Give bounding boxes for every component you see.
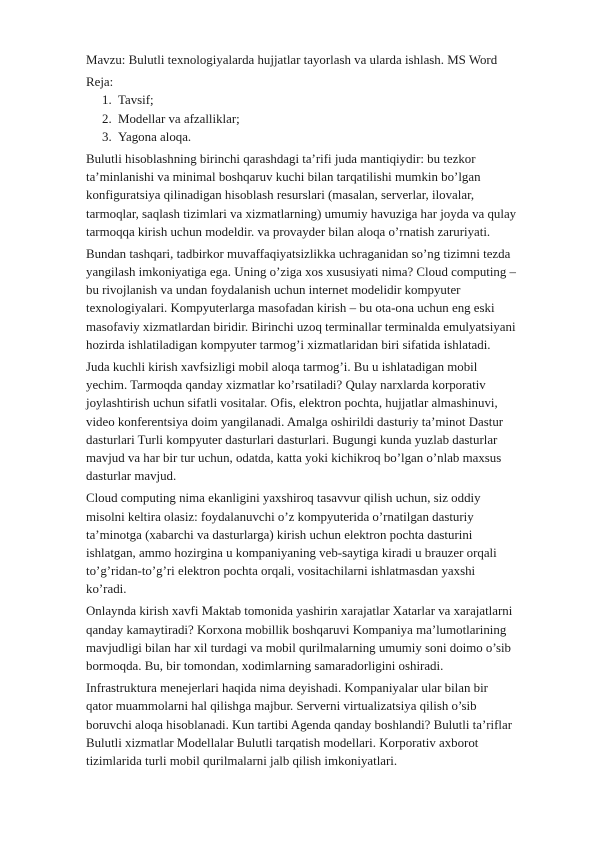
plan-list xyxy=(86,91,522,146)
plan-item-number: 1. xyxy=(102,93,112,108)
text-line: joylashtirish uchun sifatli vositalar. Ofis, elektron pochta, hujjatlar almashinuvi, xyxy=(86,396,498,411)
text-line: Bulutli hisoblashning birinchi qarashdagi ta’rifi juda mantiqiydir: bu tezkor xyxy=(86,151,476,166)
plan-item-text: Modellar va afzalliklar; xyxy=(118,111,240,126)
text-line: masofaviy xizmatlardan biridir. Birinchi uzoq terminallar terminalda emulyatsiyani xyxy=(86,319,516,334)
text-line: video konferentsiya doim yangilanadi. Amalga oshirildi dasturiy ta’minot Dastur xyxy=(86,414,504,429)
paragraph-features xyxy=(86,245,522,354)
plan-item xyxy=(86,110,522,128)
paragraph-definition xyxy=(86,150,522,241)
plan-item-text: Tavsif; xyxy=(118,93,154,108)
text-line: ko’radi. xyxy=(86,582,127,597)
document-title: Mavzu: Bulutli texnologiyalarda hujjatlar tayorlash va ularda ishlash. MS Word xyxy=(86,53,498,67)
text-line: to’g’ridan-to’g’ri elektron pochta orqali, vositachilarni ishlatmasdan yaxshi xyxy=(86,564,476,579)
text-line: qator muammolarni hal qilishga majbur. Serverni virtualizatsiya qilish o’sib xyxy=(86,699,477,714)
text-line: Bundan tashqari, tadbirkor muvaffaqiyatsizlikka uchraganidan so’ng tizimni tezda xyxy=(86,246,511,261)
plan-item-number: 2. xyxy=(102,111,112,126)
text-line: ta’minlanishi va minimal boshqaruv kuchi bilan tarqatilishi mumkin bo’lgan xyxy=(86,170,481,185)
text-line: qanday kamaytiradi? Korxona mobillik boshqaruvi Kompaniya ma’lumotlarining xyxy=(86,622,507,637)
text-line: tarmoqqa kirish uchun modeldir. va provayder bilan aloqa o’rnatish zaruriyati. xyxy=(86,224,491,239)
text-line: yechim. Tarmoqda qanday xizmatlar ko’rsatiladi? Qulay narxlarda korporativ xyxy=(86,378,486,393)
text-line: Bulutli xizmatlar Modellalar Bulutli tarqatish modellari. Korporativ axborot xyxy=(86,735,479,750)
plan-item xyxy=(86,91,522,109)
paragraph-example xyxy=(86,489,522,598)
document-body xyxy=(86,51,522,774)
plan-item-text: Yagona aloqa. xyxy=(118,129,192,144)
text-line: Infrastruktura menejerlari haqida nima deyishadi. Kompaniyalar ular bilan bir xyxy=(86,681,488,696)
text-line: ishlatgan, ammo hozirgina u kompaniyaning veb-saytiga kiradi u brauzer orqali xyxy=(86,545,497,560)
text-line: konfiguratsiya qilinadigan hisoblash resurslari (masalan, serverlar, ilovalar, xyxy=(86,188,475,203)
text-line: boruvchi aloqa hisoblanadi. Kun tartibi Agenda qanday boshlandi? Bulutli ta’riflar xyxy=(86,717,513,732)
text-line: hozirda ishlatiladigan kompyuter tarmog’i xizmatlaridan biri sifatida ishlatadi. xyxy=(86,337,491,352)
text-line: mavjudligi bilan har xil turdagi va mobil qurilmalarning umumiy soni doimo o’sib xyxy=(86,640,511,655)
text-line: yangilash imkoniyatiga ega. Uning o’ziga xos xususiyati nima? Cloud computing – xyxy=(86,265,516,280)
text-line: tizimlarida turli mobil qurilmalarni jalb qilish imkoniyatlari. xyxy=(86,753,398,768)
text-line: Onlaynda kirish xavfi Maktab tomonida yashirin xarajatlar Xatarlar va xarajatlarni xyxy=(86,604,513,619)
paragraph-mobile-security xyxy=(86,358,522,485)
text-line: dasturlari Turli kompyuter dasturlari dasturlari. Bugungi kunda yuzlab dasturlar xyxy=(86,432,498,447)
paragraph-infrastructure xyxy=(86,679,522,770)
text-line: bu rivojlanish va undan foydalanish uchun internet modelidir kompyuter xyxy=(86,283,461,298)
text-line: mavjud va har bir tur uchun, odatda, katta yoki kichikroq bo’lgan o’nlab maxsus xyxy=(86,450,502,465)
text-line: tarmoqlar, saqlash tizimlari va xizmatlarning) umumiy havuziga har joyda va qulay xyxy=(86,206,517,221)
text-line: Cloud computing nima ekanligini yaxshiroq tasavvur qilish uchun, siz oddiy xyxy=(86,491,481,506)
text-line: misolni keltira olasiz: foydalanuvchi o’z kompyuterida o’rnatilgan dasturiy xyxy=(86,509,474,524)
text-line: bormoqda. Bu, bir tomondan, xodimlarning samaradorligini oshiradi. xyxy=(86,659,444,673)
paragraph-risks xyxy=(86,602,522,675)
text-line: dasturlar mavjud. xyxy=(86,469,177,484)
text-line: ta’minotga (xabarchi va dasturlarga) kirish uchun elektron pochta dasturini xyxy=(86,527,473,542)
text-line: Juda kuchli kirish xavfsizligi mobil aloqa tarmog’i. Bu u ishlatadigan mobil xyxy=(86,360,478,374)
plan-item-number: 3. xyxy=(102,129,112,144)
plan-item xyxy=(86,128,522,146)
plan-heading: Reja: xyxy=(86,75,114,90)
text-line: texnologiyalari. Kompyuterlarga masofadan kirish – bu ota-ona uchun eng eski xyxy=(86,301,495,316)
